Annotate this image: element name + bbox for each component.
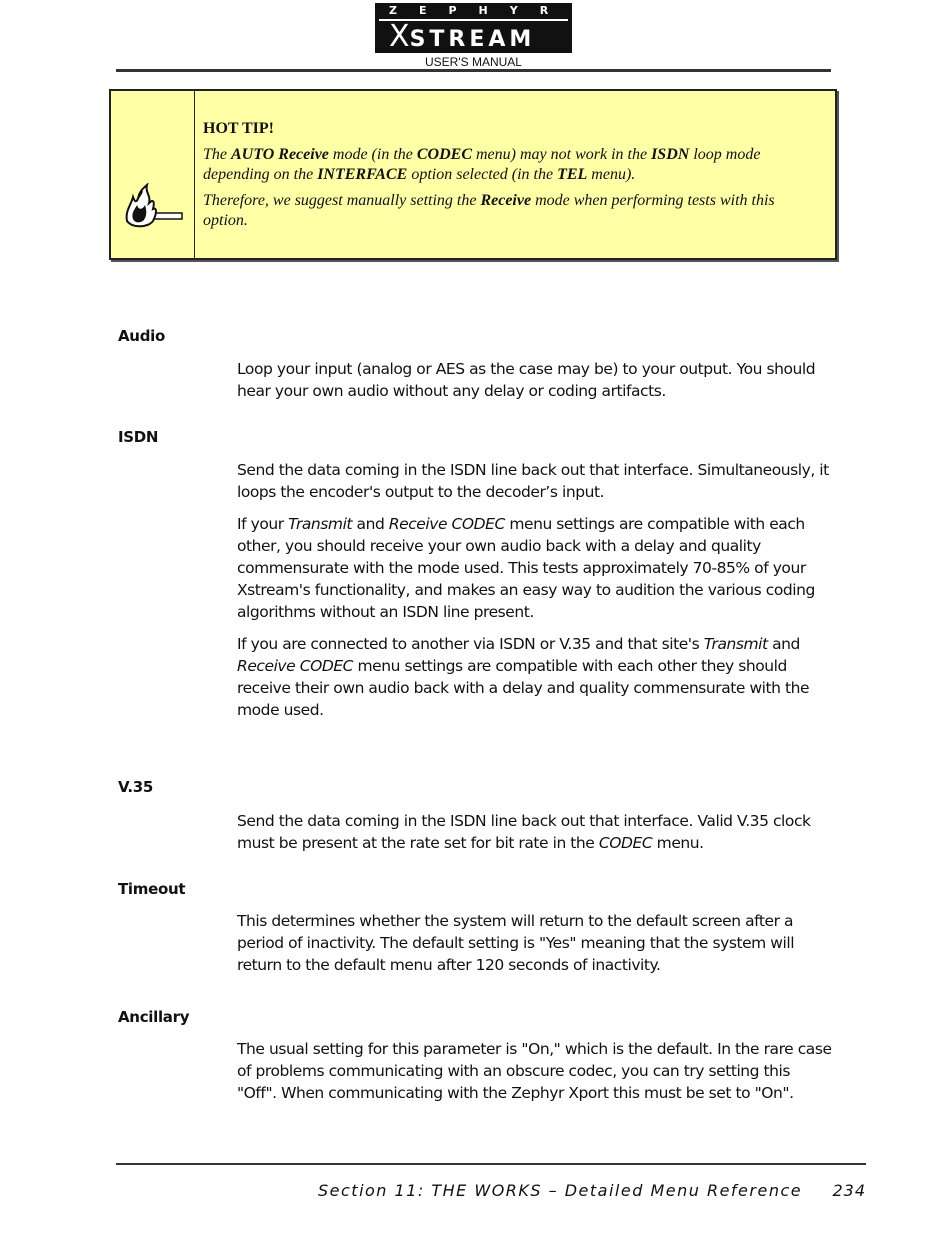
isdn-run: If you are connected to another via ISDN or V.35 and that site's bbox=[237, 635, 704, 653]
timeout-paragraph: This determines whether the system will return to the default screen after a period of inactivity. The default setting is "Yes" meaning that the system will return to the default menu after 120 seconds of inactivity. bbox=[237, 912, 795, 974]
page-number: 234 bbox=[832, 1181, 866, 1200]
isdn-run: Receive CODEC bbox=[237, 657, 354, 675]
footer-section-title: Section 11: THE WORKS – Detailed Menu Reference bbox=[318, 1181, 803, 1200]
hot-tip-paragraph bbox=[203, 191, 803, 231]
hot-tip-run: option selected (in the bbox=[407, 166, 558, 183]
hot-tip-run: menu) may not work in the bbox=[472, 146, 652, 163]
hot-tip-run: Receive bbox=[480, 192, 532, 209]
isdn-run: Transmit bbox=[288, 515, 353, 533]
hot-tip-run: INTERFACE bbox=[317, 166, 408, 183]
page-footer bbox=[318, 1181, 866, 1200]
isdn-paragraph-3 bbox=[237, 633, 832, 721]
section-heading-timeout: Timeout bbox=[118, 880, 186, 898]
hot-tip-box bbox=[109, 89, 837, 260]
manual-label: USER'S MANUAL bbox=[425, 55, 522, 69]
header-rule bbox=[116, 69, 831, 72]
isdn-run: Transmit bbox=[703, 635, 768, 653]
isdn-run: and bbox=[352, 515, 389, 533]
hot-tip-run: Therefore, we suggest manually setting the bbox=[203, 192, 481, 209]
hot-tip-paragraph bbox=[203, 145, 803, 185]
ancillary-paragraph: The usual setting for this parameter is "On," which is the default. In the rare case of problems communicating with an obscure codec, you can try setting this "Off". When communicating with the Zephyr Xport this must be set to "On". bbox=[237, 1040, 832, 1102]
v35-paragraph bbox=[237, 810, 832, 854]
hot-tip-run: loop mode depending on the bbox=[203, 146, 761, 183]
section-heading-isdn: ISDN bbox=[118, 428, 159, 446]
logo-brand-top: ZEPHYR bbox=[389, 4, 571, 17]
isdn-paragraph-2 bbox=[237, 513, 832, 623]
hot-tip-run: menu). bbox=[587, 166, 636, 183]
footer-rule bbox=[116, 1163, 866, 1165]
section-heading-audio: Audio bbox=[118, 327, 165, 345]
section-heading-v35: V.35 bbox=[118, 778, 154, 796]
logo-x: X bbox=[389, 19, 410, 54]
xstream-logo bbox=[375, 3, 572, 53]
audio-paragraph: Loop your input (analog or AES as the case may be) to your output. You should hear your own audio without any delay or coding artifacts. bbox=[237, 360, 816, 400]
hot-tip-run: ISDN bbox=[651, 146, 690, 163]
hot-tip-content bbox=[203, 119, 803, 237]
section-heading-ancillary: Ancillary bbox=[118, 1008, 190, 1026]
hot-tip-run: TEL bbox=[557, 166, 588, 183]
isdn-run: and bbox=[767, 635, 800, 653]
hot-tip-run: mode (in the bbox=[328, 146, 417, 163]
hot-tip-run: AUTO Receive bbox=[231, 146, 329, 163]
v35-run: Send the data coming in the ISDN line back out that interface. Valid V.35 clock must be present at the rate set for bit rate in the bbox=[237, 812, 811, 852]
hot-tip-title: HOT TIP! bbox=[203, 120, 274, 137]
hot-tip-run: The bbox=[203, 146, 231, 163]
logo-brand-main bbox=[389, 19, 536, 54]
burning-match-icon bbox=[123, 183, 185, 233]
isdn-run: menu settings are compatible with each other, you should receive your own audio back with a delay and quality commensurate with the mode used. This tests approximately 70-85% of your Xstream's functionality, and makes an easy way to audition the various coding algorithms without an ISDN line present. bbox=[237, 515, 815, 621]
isdn-run: Receive CODEC bbox=[388, 515, 505, 533]
hot-tip-run: mode when performing tests with this option. bbox=[203, 192, 775, 229]
hot-tip-divider bbox=[194, 91, 195, 258]
isdn-paragraph-1: Send the data coming in the ISDN line back out that interface. Simultaneously, it loops the encoder's output to the decoder’s input. bbox=[237, 461, 829, 501]
v35-run: CODEC bbox=[598, 834, 653, 852]
hot-tip-run: CODEC bbox=[416, 146, 472, 163]
v35-run: menu. bbox=[652, 834, 704, 852]
isdn-run: menu settings are compatible with each other they should receive their own audio back with a delay and quality commensurate with the mode used. bbox=[237, 657, 810, 719]
isdn-run: If your bbox=[237, 515, 289, 533]
logo-stream: STREAM bbox=[409, 27, 536, 52]
